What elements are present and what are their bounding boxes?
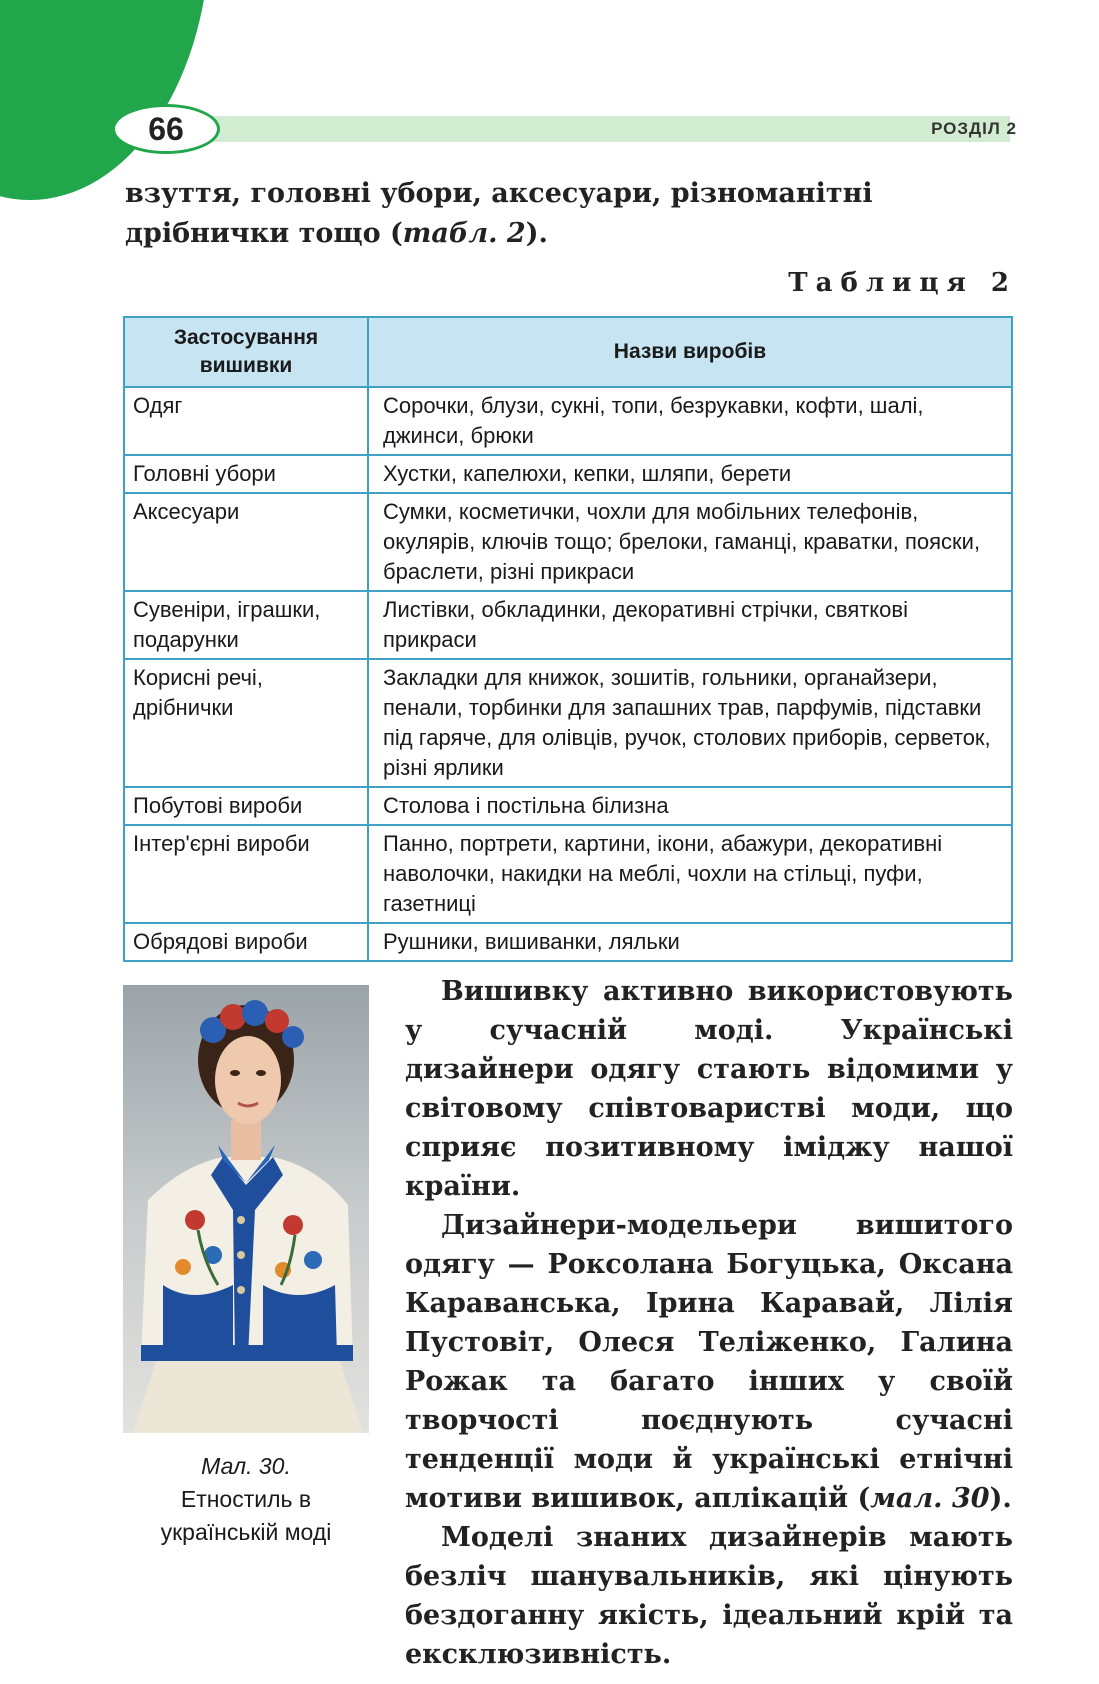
fashion-photo xyxy=(123,985,369,1433)
row-items: Сумки, косметички, чохли для мобільних телефонів, окулярів, ключів тощо; брелоки, гаманці, краватки, пояски, браслети, різні прикраси xyxy=(368,493,1012,591)
table-caption: Таблиця 2 xyxy=(788,268,1017,298)
row-items: Листівки, обкладинки, декоративні стрічки, святкові прикраси xyxy=(368,591,1012,659)
intro-text: взуття, головні убори, аксесуари, різноманітні дрібнички тощо ( xyxy=(125,178,873,249)
row-category: Обрядові вироби xyxy=(124,923,368,961)
row-items: Хустки, капелюхи, кепки, шляпи, берети xyxy=(368,455,1012,493)
table-row xyxy=(124,591,1012,659)
table-row xyxy=(124,455,1012,493)
header-application: Застосування вишивки xyxy=(124,317,368,387)
table-reference: табл. 2 xyxy=(402,218,526,249)
table-row xyxy=(124,387,1012,455)
paragraph-3: Моделі знаних дизайнерів мають безліч шанувальників, які цінують бездоганну якість, ідеальний крій та ексклюзивність. xyxy=(405,1522,1013,1670)
header-product-names: Назви виробів xyxy=(368,317,1012,387)
page-number: 66 xyxy=(112,104,220,154)
paragraph-2 xyxy=(405,1206,1013,1518)
row-items: Закладки для книжок, зошитів, гольники, органайзери, пенали, торбинки для запашних трав, парфумів, підставки під гаряче, для олівців, ручок, столових приборів, серветок, різні ярлики xyxy=(368,659,1012,787)
table-row xyxy=(124,787,1012,825)
row-items: Панно, портрети, картини, ікони, абажури, декоративні наволочки, накидки на меблі, чохли на стільці, пуфи, газетниці xyxy=(368,825,1012,923)
figure-caption xyxy=(123,1450,369,1549)
table-row xyxy=(124,825,1012,923)
table-row xyxy=(124,659,1012,787)
paragraph-1: Вишивку активно використовують у сучасній моді. Українські дизайнери одягу стають відомими у світовому співтоваристві моди, що сприяє позитивному іміджу нашої країни. xyxy=(405,976,1013,1202)
body-text xyxy=(405,972,1013,1674)
row-category: Корисні речі, дрібнички xyxy=(124,659,368,787)
table-row xyxy=(124,923,1012,961)
row-items: Сорочки, блузи, сукні, топи, безрукавки, кофти, шалі, джинси, брюки xyxy=(368,387,1012,455)
figure-label: Мал. 30. xyxy=(201,1453,291,1479)
paragraph-2-text: Дизайнери-модельери вишитого одягу — Роксолана Богуцька, Оксана Караванська, Ірина Каравай, Лілія Пустовіт, Олеся Теліженко, Галина Рожак та багато інших у своїй творчості поєднують сучасні тенденції моди й українські етнічні мотиви вишивок, аплікацій ( xyxy=(405,1210,1013,1514)
corner-decoration xyxy=(0,0,210,200)
intro-text-end: ). xyxy=(525,218,548,249)
row-category: Аксесуари xyxy=(124,493,368,591)
intro-paragraph xyxy=(125,174,1015,254)
paragraph-2-end: ). xyxy=(989,1483,1012,1514)
embroidery-table xyxy=(123,316,1013,962)
table-row xyxy=(124,493,1012,591)
row-items: Рушники, вишиванки, ляльки xyxy=(368,923,1012,961)
row-category: Сувеніри, іграшки, подарунки xyxy=(124,591,368,659)
section-label: РОЗДІЛ 2 xyxy=(931,119,1017,138)
figure-reference: мал. 30 xyxy=(870,1483,990,1514)
row-category: Інтер'єрні вироби xyxy=(124,825,368,923)
header-bar xyxy=(150,116,1010,142)
row-category: Одяг xyxy=(124,387,368,455)
table-header-row xyxy=(124,317,1012,387)
figure-caption-text: Етностиль в українській моді xyxy=(160,1486,332,1545)
row-category: Головні убори xyxy=(124,455,368,493)
row-category: Побутові вироби xyxy=(124,787,368,825)
row-items: Столова і постільна білизна xyxy=(368,787,1012,825)
